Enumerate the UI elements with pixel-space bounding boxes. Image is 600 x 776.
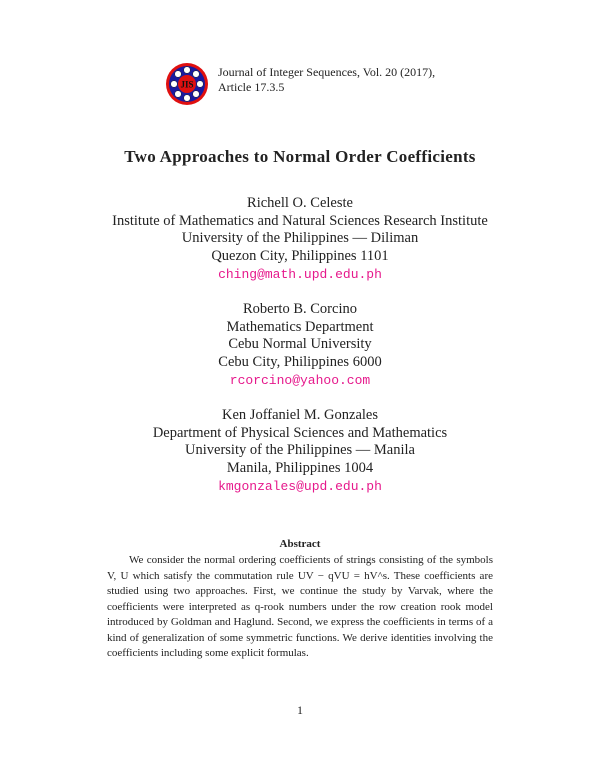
abstract-text: We consider the normal ordering coefficients of strings consisting of the symbols V, U which satisfy the commutation rule UV − qVU = hV^s. These coefficients are studied using two approaches. First, we continue the study by Varvak, where the coefficients were interpreted as q-rook numbers under the row creation rook model introduced by Goldman and Haglund. Second, we express the coefficients in terms of a kind of generalization of some symmetric functions. We derive identities involving the coefficients including some explicit formulas. xyxy=(107,554,493,659)
journal-line-1: Journal of Integer Sequences, Vol. 20 (2017), xyxy=(218,65,436,79)
paper-title: Two Approaches to Normal Order Coefficients xyxy=(124,147,476,166)
journal-line-2: Article 17.3.5 xyxy=(218,80,285,94)
page-number: 1 xyxy=(297,703,303,717)
author-name: Ken Joffaniel M. Gonzales xyxy=(222,407,378,423)
affiliation: Mathematics Department xyxy=(226,318,374,335)
affiliation: Department of Physical Sciences and Mathematics xyxy=(152,424,448,441)
author-name: Richell O. Celeste xyxy=(247,195,353,211)
affiliation: Cebu Normal University xyxy=(228,336,372,353)
affiliation: Cebu City, Philippines 6000 xyxy=(218,354,382,371)
affiliation: University of the Philippines — Manila xyxy=(185,442,415,459)
svg-text:JIS: JIS xyxy=(180,79,194,90)
author-block-1 xyxy=(0,195,600,284)
author-email-link[interactable]: kmgonzales@upd.edu.ph xyxy=(218,478,382,494)
author-block-2 xyxy=(0,301,600,390)
affiliation: University of the Philippines — Diliman xyxy=(181,230,419,247)
author-block-3 xyxy=(0,407,600,496)
abstract-heading: Abstract xyxy=(279,538,321,550)
author-email-link[interactable]: ching@math.upd.edu.ph xyxy=(218,266,382,282)
affiliation: Quezon City, Philippines 1101 xyxy=(211,248,389,265)
author-name: Roberto B. Corcino xyxy=(243,301,357,317)
affiliation: Manila, Philippines 1004 xyxy=(226,460,374,477)
journal-header xyxy=(218,65,435,95)
jis-logo xyxy=(165,62,209,106)
author-email-link[interactable]: rcorcino@yahoo.com xyxy=(229,372,371,388)
affiliation: Institute of Mathematics and Natural Sciences Research Institute xyxy=(112,212,488,229)
